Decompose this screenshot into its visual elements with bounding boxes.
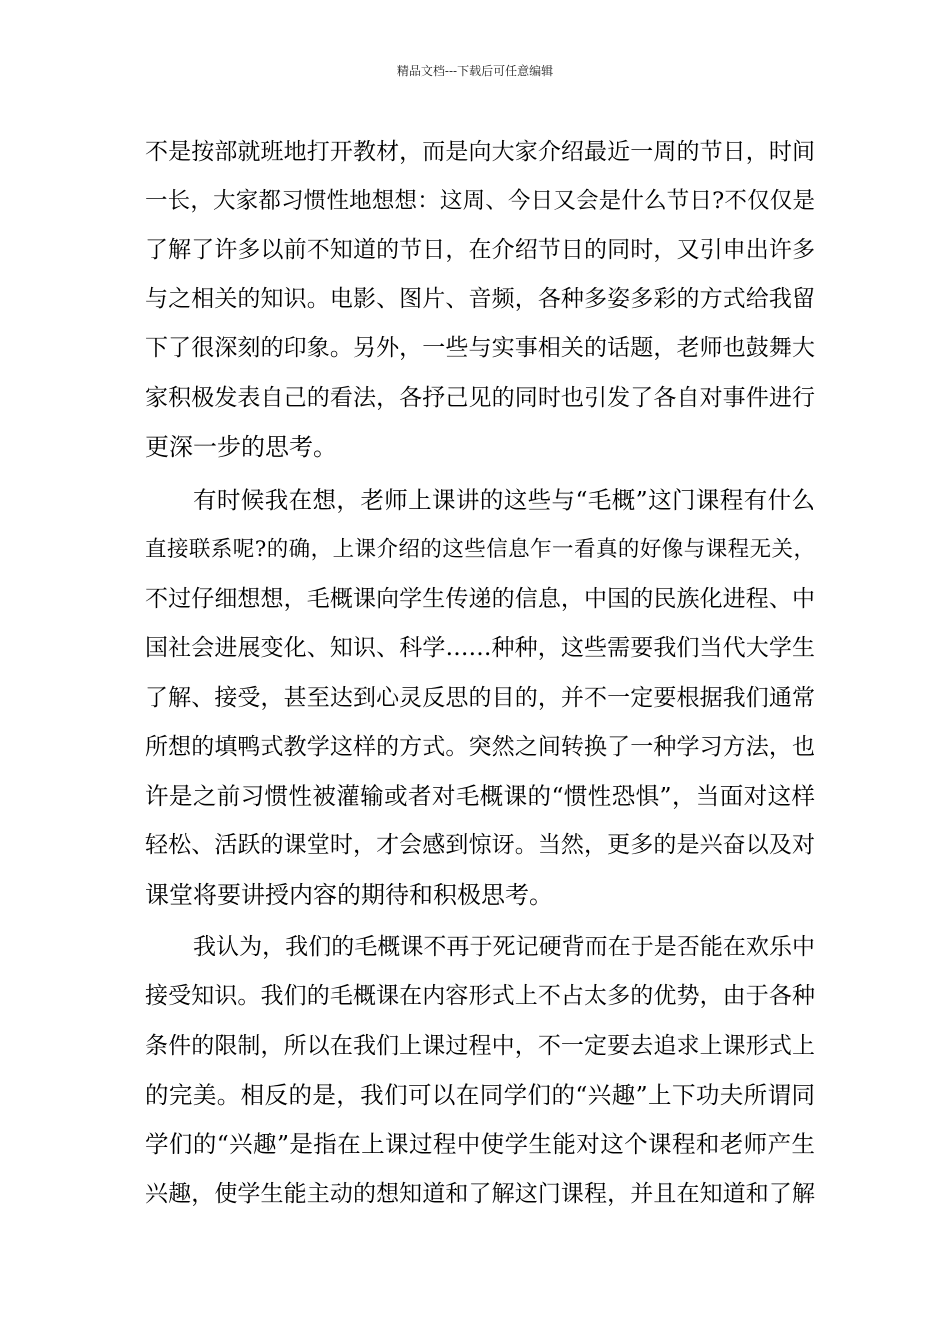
text-line: 国社会进展变化、知识、科学……种种，这些需要我们当代大学生 [145,635,815,661]
text-line: 不过仔细想想，毛概课向学生传递的信息，中国的民族化进程、中 [145,586,815,612]
text-line: 一长，大家都习惯性地想想：这周、今日又会是什么节日?不仅仅是 [145,188,815,214]
text-line: 接受知识。我们的毛概课在内容形式上不占太多的优势，由于各种 [145,983,815,1009]
text-line: 了解、接受，甚至达到心灵反思的目的，并不一定要根据我们通常 [145,685,815,711]
text-line: 下了很深刻的印象。另外，一些与实事相关的话题，老师也鼓舞大 [145,335,815,361]
text-line: 与之相关的知识。电影、图片、音频，各种多姿多彩的方式给我留 [145,286,815,312]
text-line: 所想的填鸭式教学这样的方式。突然之间转换了一种学习方法，也 [145,734,815,760]
text-line: 我认为，我们的毛概课不再于死记硬背而在于是否能在欢乐中 [193,934,815,960]
text-line: 不是按部就班地打开教材，而是向大家介绍最近一周的节日，时间 [145,139,815,165]
text-line: 家积极发表自己的看法，各抒己见的同时也引发了各自对事件进行 [145,385,815,411]
text-line: 了解了许多以前不知道的节日，在介绍节日的同时，又引申出许多 [145,237,815,263]
text-line: 课堂将要讲授内容的期待和积极思考。 [145,881,553,909]
text-line: 许是之前习惯性被灌输或者对毛概课的“惯性恐惧”，当面对这样 [145,782,815,810]
text-line: 更深一步的思考。 [145,433,337,461]
text-line: 学们的“兴趣”是指在上课过程中使学生能对这个课程和老师产生 [145,1130,815,1158]
text-line: 有时候我在想，老师上课讲的这些与“毛概”这门课程有什么 [193,486,815,514]
text-line: 直接联系呢?的确，上课介绍的这些信息乍一看真的好像与课程无关， [145,537,815,562]
text-line: 条件的限制，所以在我们上课过程中，不一定要去追求上课形式上 [145,1033,815,1059]
text-line: 兴趣，使学生能主动的想知道和了解这门课程，并且在知道和了解 [145,1181,815,1207]
page-header: 精品文档---下载后可任意编辑 [396,64,554,78]
text-line: 轻松、活跃的课堂时，才会感到惊讶。当然，更多的是兴奋以及对 [145,832,815,858]
text-line: 的完美。相反的是，我们可以在同学们的“兴趣”上下功夫所谓同 [145,1081,815,1109]
